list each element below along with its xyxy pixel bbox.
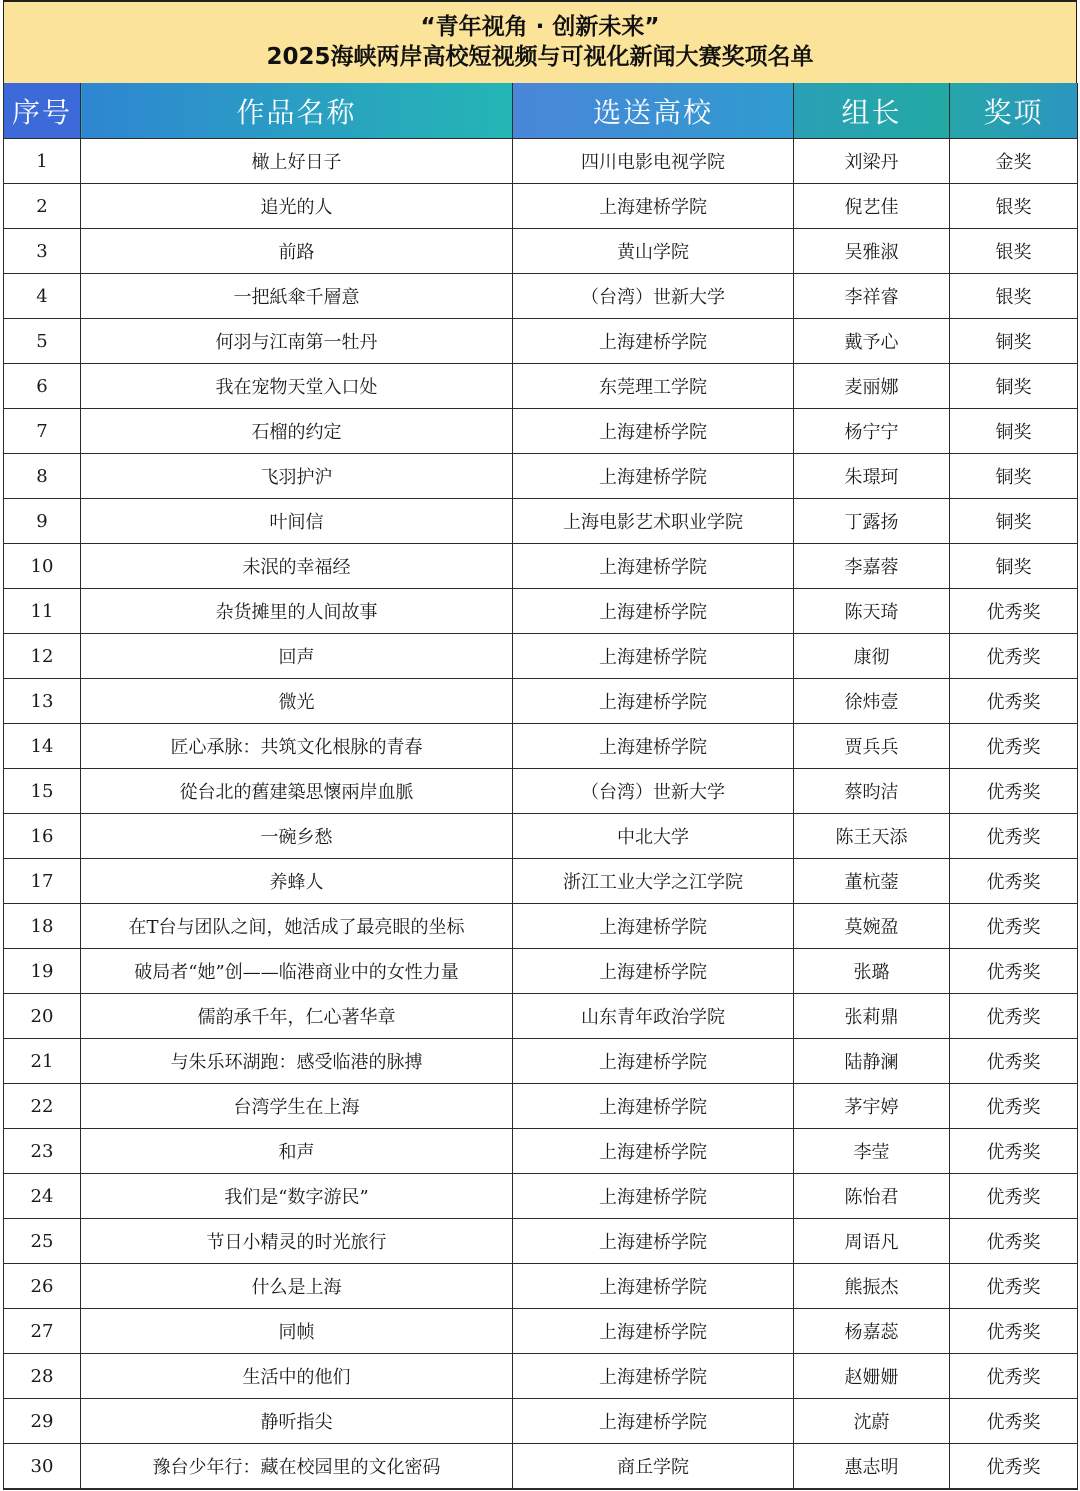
cell-school: 上海电影艺术职业学院	[513, 499, 794, 544]
cell-school: 浙江工业大学之江学院	[513, 859, 794, 904]
cell-award: 优秀奖	[950, 769, 1078, 814]
table-row	[4, 769, 1078, 814]
cell-no: 29	[4, 1399, 81, 1444]
cell-work-title: 石榴的约定	[81, 409, 513, 454]
cell-no: 19	[4, 949, 81, 994]
table-row	[4, 1399, 1078, 1444]
cell-leader: 朱璟珂	[794, 454, 950, 499]
cell-award: 优秀奖	[950, 1219, 1078, 1264]
cell-award: 优秀奖	[950, 1399, 1078, 1444]
cell-leader: 麦丽娜	[794, 364, 950, 409]
cell-no: 6	[4, 364, 81, 409]
table-row	[4, 274, 1078, 319]
cell-no: 17	[4, 859, 81, 904]
cell-work-title: 一把紙傘千層意	[81, 274, 513, 319]
cell-leader: 陈天琦	[794, 589, 950, 634]
cell-no: 8	[4, 454, 81, 499]
cell-school: 上海建桥学院	[513, 1264, 794, 1309]
cell-work-title: 静听指尖	[81, 1399, 513, 1444]
cell-leader: 贾兵兵	[794, 724, 950, 769]
table-row	[4, 409, 1078, 454]
cell-school: （台湾）世新大学	[513, 769, 794, 814]
cell-no: 28	[4, 1354, 81, 1399]
cell-award: 铜奖	[950, 454, 1078, 499]
header-row	[4, 83, 1078, 139]
cell-leader: 康彻	[794, 634, 950, 679]
cell-school: 上海建桥学院	[513, 544, 794, 589]
cell-work-title: 一碗乡愁	[81, 814, 513, 859]
cell-award: 优秀奖	[950, 634, 1078, 679]
title-main: 2025海峡两岸高校短视频与可视化新闻大赛奖项名单	[266, 43, 814, 70]
cell-award: 优秀奖	[950, 589, 1078, 634]
cell-no: 20	[4, 994, 81, 1039]
cell-work-title: 养蜂人	[81, 859, 513, 904]
cell-leader: 茅宇婷	[794, 1084, 950, 1129]
cell-school: 上海建桥学院	[513, 1129, 794, 1174]
cell-no: 16	[4, 814, 81, 859]
table-row	[4, 1174, 1078, 1219]
cell-leader: 周语凡	[794, 1219, 950, 1264]
cell-leader: 张璐	[794, 949, 950, 994]
cell-award: 铜奖	[950, 409, 1078, 454]
cell-school: （台湾）世新大学	[513, 274, 794, 319]
cell-school: 上海建桥学院	[513, 1399, 794, 1444]
cell-leader: 戴予心	[794, 319, 950, 364]
cell-leader: 张莉鼎	[794, 994, 950, 1039]
table-row	[4, 229, 1078, 274]
cell-school: 上海建桥学院	[513, 1219, 794, 1264]
cell-school: 中北大学	[513, 814, 794, 859]
cell-work-title: 我们是“数字游民”	[81, 1174, 513, 1219]
cell-school: 上海建桥学院	[513, 724, 794, 769]
cell-no: 23	[4, 1129, 81, 1174]
cell-leader: 李嘉蓉	[794, 544, 950, 589]
cell-leader: 倪艺佳	[794, 184, 950, 229]
cell-school: 上海建桥学院	[513, 679, 794, 724]
cell-work-title: 前路	[81, 229, 513, 274]
awards-table	[3, 83, 1078, 1490]
table-row	[4, 859, 1078, 904]
cell-award: 银奖	[950, 274, 1078, 319]
table-row	[4, 139, 1078, 184]
cell-award: 优秀奖	[950, 949, 1078, 994]
cell-no: 1	[4, 139, 81, 184]
cell-award: 优秀奖	[950, 1084, 1078, 1129]
table-row	[4, 1129, 1078, 1174]
cell-award: 优秀奖	[950, 1129, 1078, 1174]
cell-no: 27	[4, 1309, 81, 1354]
table-row	[4, 184, 1078, 229]
cell-no: 14	[4, 724, 81, 769]
cell-no: 13	[4, 679, 81, 724]
cell-work-title: 和声	[81, 1129, 513, 1174]
cell-school: 上海建桥学院	[513, 409, 794, 454]
cell-school: 上海建桥学院	[513, 454, 794, 499]
cell-no: 7	[4, 409, 81, 454]
cell-work-title: 何羽与江南第一牡丹	[81, 319, 513, 364]
table-header	[4, 83, 1078, 139]
cell-award: 优秀奖	[950, 1039, 1078, 1084]
cell-school: 上海建桥学院	[513, 904, 794, 949]
cell-work-title: 橄上好日子	[81, 139, 513, 184]
cell-school: 上海建桥学院	[513, 319, 794, 364]
cell-leader: 赵姗姗	[794, 1354, 950, 1399]
cell-leader: 杨宁宁	[794, 409, 950, 454]
cell-award: 银奖	[950, 229, 1078, 274]
table-row	[4, 679, 1078, 724]
cell-leader: 沈蔚	[794, 1399, 950, 1444]
header-no: 序号	[4, 83, 81, 139]
cell-no: 4	[4, 274, 81, 319]
table-row	[4, 499, 1078, 544]
cell-no: 9	[4, 499, 81, 544]
cell-no: 12	[4, 634, 81, 679]
table-row	[4, 544, 1078, 589]
cell-leader: 丁露扬	[794, 499, 950, 544]
cell-award: 金奖	[950, 139, 1078, 184]
header-school: 选送高校	[513, 83, 794, 139]
header-leader: 组长	[794, 83, 950, 139]
cell-no: 26	[4, 1264, 81, 1309]
cell-work-title: 未泯的幸福经	[81, 544, 513, 589]
cell-award: 铜奖	[950, 544, 1078, 589]
cell-leader: 吴雅淑	[794, 229, 950, 274]
cell-school: 黄山学院	[513, 229, 794, 274]
cell-leader: 董杭蓥	[794, 859, 950, 904]
cell-no: 24	[4, 1174, 81, 1219]
header-award: 奖项	[950, 83, 1078, 139]
cell-leader: 莫婉盈	[794, 904, 950, 949]
cell-work-title: 节日小精灵的时光旅行	[81, 1219, 513, 1264]
cell-work-title: 同帧	[81, 1309, 513, 1354]
cell-leader: 惠志明	[794, 1444, 950, 1490]
cell-no: 11	[4, 589, 81, 634]
cell-award: 优秀奖	[950, 1309, 1078, 1354]
cell-leader: 杨嘉蕊	[794, 1309, 950, 1354]
cell-leader: 熊振杰	[794, 1264, 950, 1309]
cell-work-title: 生活中的他们	[81, 1354, 513, 1399]
cell-work-title: 台湾学生在上海	[81, 1084, 513, 1129]
cell-award: 铜奖	[950, 499, 1078, 544]
cell-leader: 刘梁丹	[794, 139, 950, 184]
cell-award: 优秀奖	[950, 814, 1078, 859]
cell-leader: 陈怡君	[794, 1174, 950, 1219]
cell-work-title: 杂货摊里的人间故事	[81, 589, 513, 634]
cell-no: 5	[4, 319, 81, 364]
cell-no: 30	[4, 1444, 81, 1490]
cell-work-title: 儒韵承千年，仁心著华章	[81, 994, 513, 1039]
cell-work-title: 回声	[81, 634, 513, 679]
cell-no: 15	[4, 769, 81, 814]
table-row	[4, 634, 1078, 679]
cell-award: 铜奖	[950, 364, 1078, 409]
cell-work-title: 我在宠物天堂入口处	[81, 364, 513, 409]
cell-award: 优秀奖	[950, 904, 1078, 949]
table-row	[4, 1309, 1078, 1354]
cell-leader: 李祥睿	[794, 274, 950, 319]
cell-school: 上海建桥学院	[513, 949, 794, 994]
cell-leader: 李莹	[794, 1129, 950, 1174]
table-row	[4, 1264, 1078, 1309]
table-row	[4, 1444, 1078, 1490]
table-row	[4, 949, 1078, 994]
cell-school: 山东青年政治学院	[513, 994, 794, 1039]
table-row	[4, 994, 1078, 1039]
cell-school: 上海建桥学院	[513, 1084, 794, 1129]
table-row	[4, 589, 1078, 634]
cell-no: 22	[4, 1084, 81, 1129]
cell-no: 3	[4, 229, 81, 274]
table-body	[4, 139, 1078, 1490]
cell-award: 银奖	[950, 184, 1078, 229]
cell-work-title: 与朱乐环湖跑：感受临港的脉搏	[81, 1039, 513, 1084]
cell-no: 10	[4, 544, 81, 589]
cell-school: 东莞理工学院	[513, 364, 794, 409]
cell-work-title: 叶间信	[81, 499, 513, 544]
title-banner	[3, 0, 1077, 83]
cell-school: 上海建桥学院	[513, 589, 794, 634]
cell-work-title: 追光的人	[81, 184, 513, 229]
cell-no: 25	[4, 1219, 81, 1264]
cell-leader: 徐炜壹	[794, 679, 950, 724]
cell-leader: 陆静澜	[794, 1039, 950, 1084]
cell-work-title: 微光	[81, 679, 513, 724]
cell-school: 上海建桥学院	[513, 184, 794, 229]
cell-work-title: 飞羽护沪	[81, 454, 513, 499]
table-row	[4, 1039, 1078, 1084]
cell-no: 21	[4, 1039, 81, 1084]
cell-no: 18	[4, 904, 81, 949]
cell-leader: 蔡昀洁	[794, 769, 950, 814]
cell-award: 优秀奖	[950, 859, 1078, 904]
cell-work-title: 什么是上海	[81, 1264, 513, 1309]
table-row	[4, 454, 1078, 499]
cell-award: 优秀奖	[950, 1444, 1078, 1490]
cell-leader: 陈王天添	[794, 814, 950, 859]
table-row	[4, 1354, 1078, 1399]
cell-work-title: 在T台与团队之间，她活成了最亮眼的坐标	[81, 904, 513, 949]
table-row	[4, 319, 1078, 364]
table-row	[4, 1219, 1078, 1264]
cell-school: 上海建桥学院	[513, 634, 794, 679]
cell-school: 四川电影电视学院	[513, 139, 794, 184]
cell-school: 上海建桥学院	[513, 1174, 794, 1219]
table-row	[4, 724, 1078, 769]
title-slogan: “青年视角 · 创新未来”	[420, 13, 660, 40]
cell-award: 优秀奖	[950, 1354, 1078, 1399]
cell-school: 上海建桥学院	[513, 1354, 794, 1399]
cell-no: 2	[4, 184, 81, 229]
cell-award: 铜奖	[950, 319, 1078, 364]
cell-school: 上海建桥学院	[513, 1039, 794, 1084]
cell-work-title: 破局者“她”创——临港商业中的女性力量	[81, 949, 513, 994]
cell-award: 优秀奖	[950, 724, 1078, 769]
cell-school: 上海建桥学院	[513, 1309, 794, 1354]
table-row	[4, 814, 1078, 859]
header-work: 作品名称	[81, 83, 513, 139]
table-row	[4, 1084, 1078, 1129]
cell-work-title: 從台北的舊建築思懷兩岸血脈	[81, 769, 513, 814]
table-row	[4, 364, 1078, 409]
cell-school: 商丘学院	[513, 1444, 794, 1490]
cell-work-title: 豫台少年行：藏在校园里的文化密码	[81, 1444, 513, 1490]
cell-award: 优秀奖	[950, 994, 1078, 1039]
cell-award: 优秀奖	[950, 1174, 1078, 1219]
cell-award: 优秀奖	[950, 679, 1078, 724]
table-row	[4, 904, 1078, 949]
cell-work-title: 匠心承脉：共筑文化根脉的青春	[81, 724, 513, 769]
cell-award: 优秀奖	[950, 1264, 1078, 1309]
